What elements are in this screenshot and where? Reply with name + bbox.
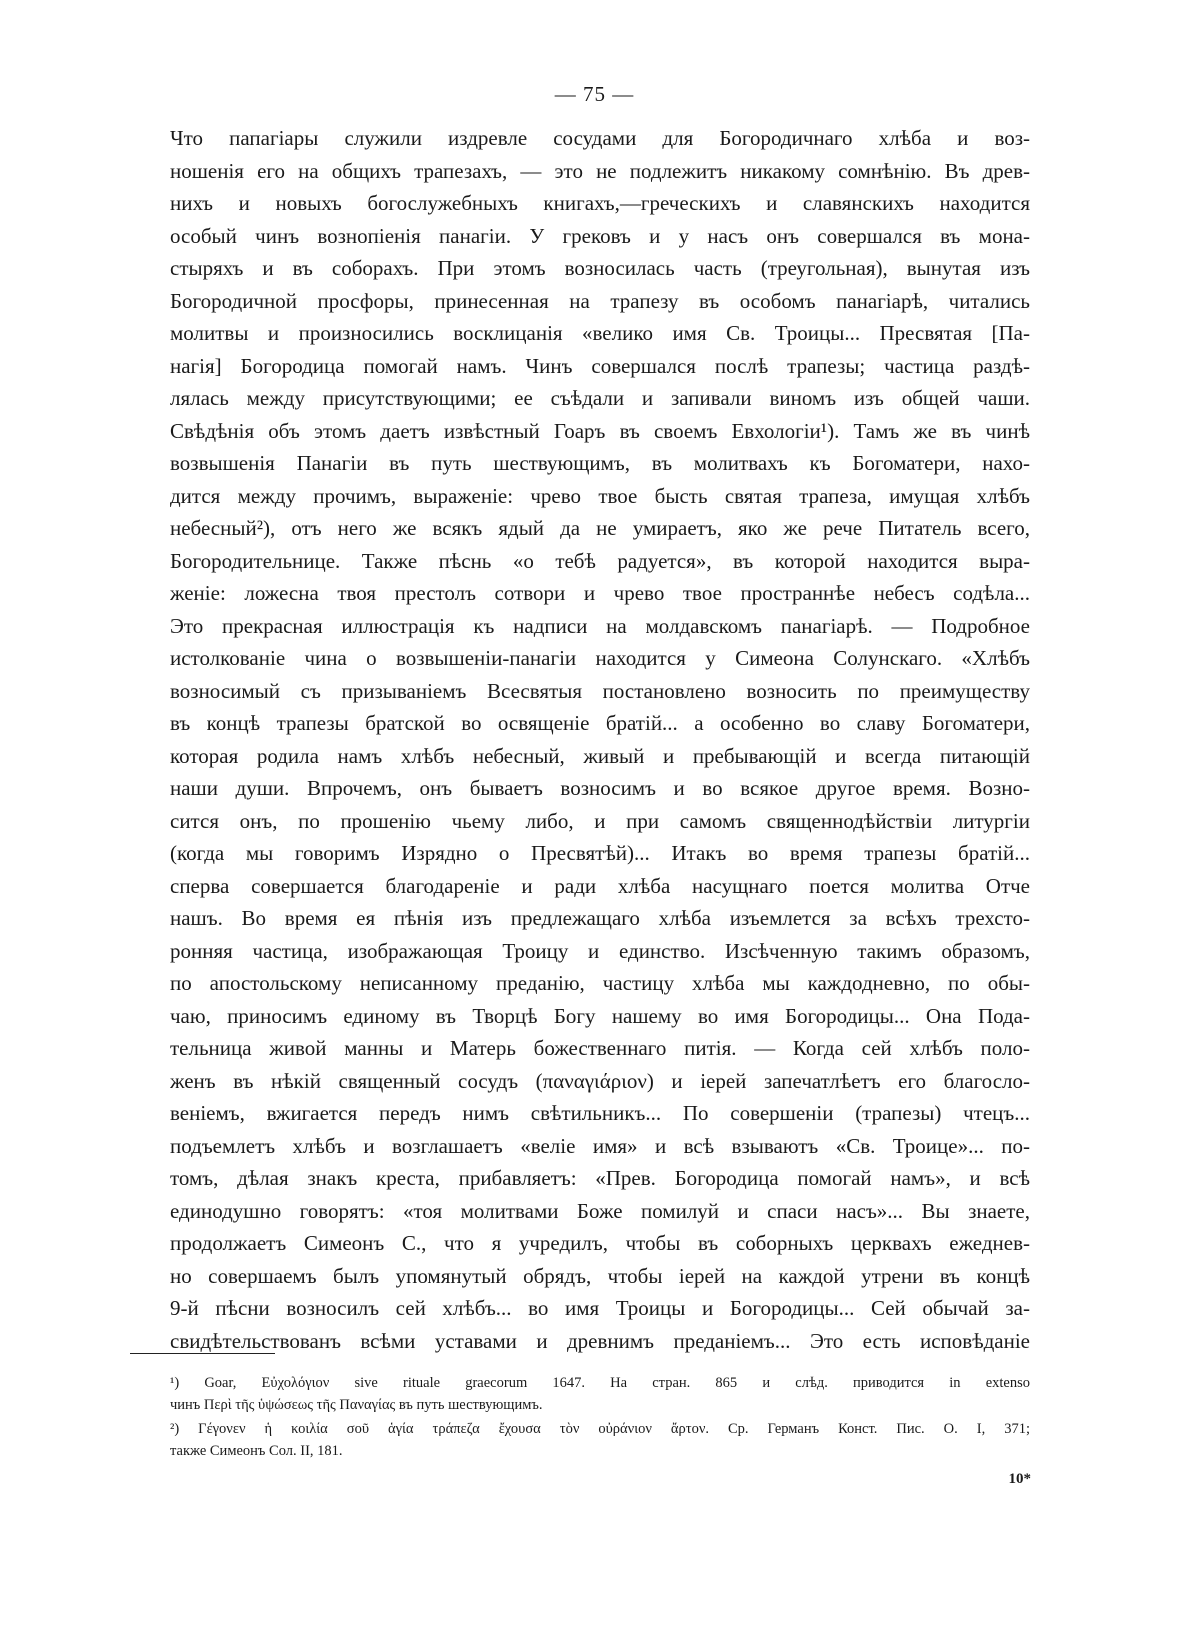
body-line: но совершаемъ былъ упомянутый обрядъ, чтобы іерей на каждой утрени въ концѣ bbox=[170, 1263, 1030, 1288]
body-text bbox=[170, 122, 1030, 1357]
body-line: въ концѣ трапезы братской во освященіе братій... а особенно во славу Богоматери, bbox=[170, 711, 1030, 735]
body-line: стыряхъ и въ соборахъ. При этомъ возносилась часть (треугольная), вынутая изъ bbox=[170, 256, 1030, 280]
body-line: веніемъ, вжигается передъ нимъ свѣтильникъ... По совершеніи (трапезы) чтецъ... bbox=[170, 1101, 1030, 1125]
body-line: дится между прочимъ, выраженіе: чрево твое бысть святая трапеза, имущая хлѣбъ bbox=[170, 483, 1030, 508]
body-line: единодушно говорятъ: «тоя молитвами Боже помилуй и спаси насъ»... Вы знаете, bbox=[170, 1198, 1030, 1223]
body-line: 9-й пѣсни возносилъ сей хлѣбъ... во имя Троицы и Богородицы... Сей обычай за- bbox=[170, 1296, 1030, 1320]
body-line: возвышенія Панагіи въ путь шествующимъ, въ молитвахъ къ Богоматери, нахо- bbox=[170, 451, 1030, 475]
footnotes bbox=[170, 1372, 1030, 1462]
body-line: свидѣтельствованъ всѣми уставами и древнимъ преданіемъ... Это есть исповѣданіе bbox=[170, 1328, 1030, 1353]
body-line: (когда мы говоримъ Изрядно о Пресвятѣй)... Итакъ во время трапезы братій... bbox=[170, 841, 1030, 865]
body-line: подъемлетъ хлѣбъ и возглашаетъ «веліе имя» и всѣ взываютъ «Св. Троице»... по- bbox=[170, 1133, 1030, 1158]
body-line: сится онъ, по прошенію чьему либо, и при самомъ священнодѣйствіи литургіи bbox=[170, 808, 1030, 833]
body-line: особый чинъ вознопіенія панагіи. У грековъ и у насъ онъ совершался въ мона- bbox=[170, 223, 1030, 248]
body-line: ронняя частица, изображающая Троицу и единство. Изсѣченную такимъ образомъ, bbox=[170, 938, 1030, 963]
body-line: по апостольскому неписанному преданію, частицу хлѣба мы каждодневно, по обы- bbox=[170, 971, 1030, 995]
body-line: Богородичной просфоры, принесенная на трапезу въ особомъ панагіарѣ, читались bbox=[170, 288, 1030, 313]
body-line: женіе: ложесна твоя престолъ сотвори и чрево твое пространнѣе небесъ содѣла... bbox=[170, 581, 1030, 605]
body-line: Богородительнице. Также пѣснь «о тебѣ радуется», въ которой находится выра- bbox=[170, 548, 1030, 573]
body-line: молитвы и произносились восклицанія «велико имя Св. Троицы... Пресвятая [Па- bbox=[170, 321, 1030, 345]
body-line: чаю, приносимъ единому въ Творцѣ Богу нашему во имя Богородицы... Она Пода- bbox=[170, 1003, 1030, 1028]
footnote-line: ²) Γέγονεν ἡ κοιλία σοῦ ἁγία τράπεζα ἔχουσα τὸν οὐράνιον ἄρτον. Ср. Германъ Конст. Пис. О. I, 371; bbox=[170, 1421, 1030, 1437]
body-line: нагія] Богородица помогай намъ. Чинъ совершался послѣ трапезы; частица раздѣ- bbox=[170, 353, 1030, 378]
footnote-line: чинъ Περὶ τῆς ὑψώσεως τῆς Παναγίας въ путь шествующимъ. bbox=[170, 1397, 543, 1413]
body-line: женъ въ нѣкій священный сосудъ (παναγιάριον) и іерей запечатлѣетъ его благосло- bbox=[170, 1068, 1030, 1093]
body-line: небесный²), отъ него же всякъ ядый да не умираетъ, яко же рече Питатель всего, bbox=[170, 516, 1030, 540]
body-line: возносимый съ призываніемъ Всесвятыя постановлено возносить по преимуществу bbox=[170, 678, 1030, 703]
body-line: Свѣдѣнія объ этомъ даетъ извѣстный Гоаръ въ своемъ Евхологіи¹). Тамъ же въ чинѣ bbox=[170, 418, 1030, 443]
body-line: продолжаетъ Симеонъ С., что я учредилъ, чтобы въ соборныхъ церквахъ ежеднев- bbox=[170, 1231, 1030, 1255]
body-line: томъ, дѣлая знакъ креста, прибавляетъ: «Прев. Богородица помогай намъ», и всѣ bbox=[170, 1166, 1030, 1190]
body-line: ношенія его на общихъ трапезахъ, — это не подлежитъ никакому сомнѣнію. Въ древ- bbox=[170, 158, 1030, 183]
body-line: наши души. Впрочемъ, онъ бываетъ возносимъ и во всякое другое время. Возно- bbox=[170, 776, 1030, 800]
footnote-line: ¹) Goar, Εὐχολόγιον sive rituale graecorum 1647. На стран. 865 и слѣд. приводится in extenso bbox=[170, 1375, 1030, 1391]
body-line: сперва совершается благодареніе и ради хлѣба насущнаго поется молитва Отче bbox=[170, 873, 1030, 898]
page-number: — 75 — bbox=[554, 82, 635, 106]
body-line: которая родила намъ хлѣбъ небесный, живый и пребывающій и всегда питающій bbox=[170, 743, 1030, 768]
footnote-line: также Симеонъ Сол. II, 181. bbox=[170, 1443, 343, 1459]
body-line: тельница живой манны и Матерь божественнаго питія. — Когда сей хлѣбъ поло- bbox=[170, 1036, 1030, 1060]
body-line: нихъ и новыхъ богослужебныхъ книгахъ,—греческихъ и славянскихъ находится bbox=[170, 191, 1030, 215]
footnote-separator bbox=[130, 1353, 275, 1354]
body-line: истолкованіе чина о возвышеніи-панагіи находится у Симеона Солунскаго. «Хлѣбъ bbox=[170, 646, 1030, 670]
signature-mark: 10* bbox=[1008, 1471, 1031, 1487]
body-line: Это прекрасная иллюстрація къ надписи на молдавскомъ панагіарѣ. — Подробное bbox=[170, 613, 1030, 638]
body-line: лялась между присутствующими; ее съѣдали и запивали виномъ изъ общей чаши. bbox=[170, 386, 1030, 410]
body-line: Что папагіары служили издревле сосудами для Богородичнаго хлѣба и воз- bbox=[170, 126, 1030, 150]
body-line: нашъ. Во время ея пѣнія изъ предлежащаго хлѣба изъемлется за всѣхъ трехсто- bbox=[170, 906, 1030, 930]
